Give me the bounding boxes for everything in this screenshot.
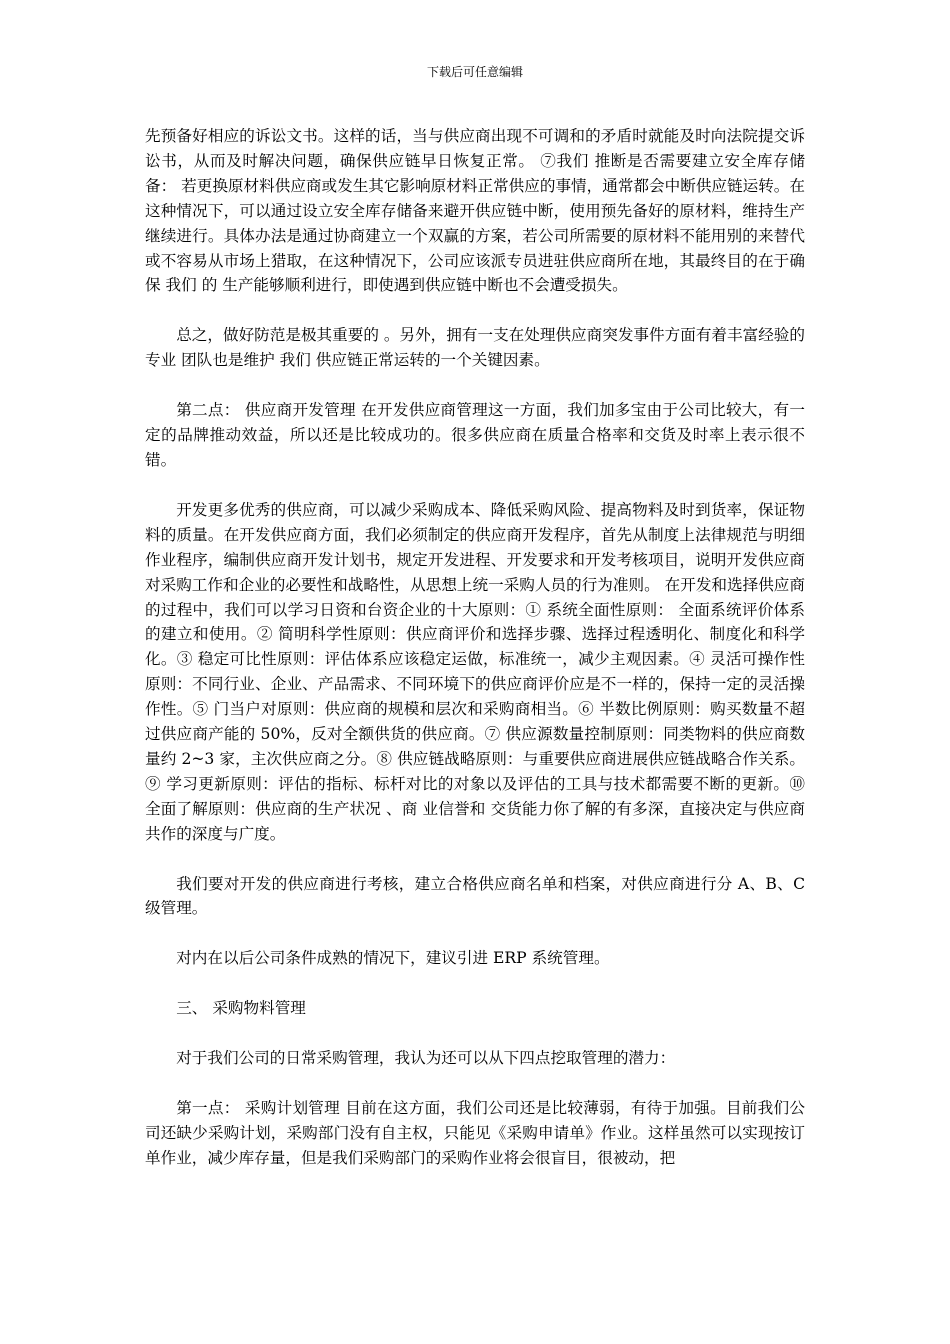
paragraph-3: 第二点： 供应商开发管理 在开发供应商管理这一方面，我们加多宝由于公司比较大，有一定的品牌推动效益，所以还是比较成功的。很多供应商在质量合格率和交货及时率上表示很不错。 bbox=[145, 401, 805, 469]
document-body bbox=[145, 124, 805, 1171]
paragraph-7: 对于我们公司的日常采购管理，我认为还可以从下四点挖取管理的潜力： bbox=[176, 1049, 676, 1068]
paragraph-6: 对内在以后公司条件成熟的情况下，建议引进 ERP 系统管理。 bbox=[176, 949, 610, 968]
paragraph-8: 第一点： 采购计划管理 目前在这方面，我们公司还是比较薄弱，有待于加强。目前我们公司还缺少采购计划，采购部门没有自主权，只能见《采购申请单》作业。这样虽然可以实现按订单作业，减少库存量，但是我们采购部门的采购作业将会很盲目，很被动，把 bbox=[145, 1099, 805, 1167]
page-header: 下载后可任意编辑 bbox=[426, 65, 523, 79]
paragraph-1: 先预备好相应的诉讼文书。这样的话，当与供应商出现不可调和的矛盾时就能及时向法院提交诉讼书，从而及时解决问题，确保供应链早日恢复正常。 ⑦我们 推断是否需要建立安全库存储备： 若更换原材料供应商或发生其它影响原材料正常供应的事情，通常都会中断供应链运转。在这种情况下，可以通过设立安全库存储备来避开供应链中断，使用预先备好的原材料，维持生产继续进行。具体办法是通过协商建立一个双赢的方案，若公司所需要的原材料不能用别的来替代或不容易从市场上猎取，在这种情况下，公司应该派专员进驻供应商所在地，其最终目的在于确保 我们 的 生产能够顺利进行，即使遇到供应链中断也不会遭受损失。 bbox=[145, 127, 805, 295]
paragraph-2: 总之，做好防范是极其重要的 。另外，拥有一支在处理供应商突发事件方面有着丰富经验的 专业 团队也是维护 我们 供应链正常运转的一个关键因素。 bbox=[145, 326, 805, 370]
paragraph-5: 我们要对开发的供应商进行考核，建立合格供应商名单和档案，对供应商进行分 A、B、C 级管理。 bbox=[145, 874, 805, 918]
section-heading: 三、 采购物料管理 bbox=[176, 999, 306, 1018]
paragraph-4: 开发更多优秀的供应商，可以减少采购成本、降低采购风险、提高物料及时到货率，保证物料的质量。在开发供应商方面，我们必须制定的供应商开发程序，首先从制度上法律规范与明细作业程序，编制供应商开发计划书，规定开发进程、开发要求和开发考核项目，说明开发供应商对采购工作和企业的必要性和战略性，从思想上统一采购人员的行为准则。 在开发和选择供应商的过程中，我们可以学习日资和台资企业的十大原则：① 系统全面性原则： 全面系统评价体系的建立和使用。② 简明科学性原则：供应商评价和选择步骤、选择过程透明化、制度化和科学化。③ 稳定可比性原则：评估体系应该稳定运做，标准统一，减少主观因素。④ 灵活可操作性原则：不同行业、企业、产品需求、不同环境下的供应商评价应是不一样的，保持一定的灵活操作性。⑤ 门当户对原则：供应商的规模和层次和采购商相当。⑥ 半数比例原则：购买数量不超过供应商产能的 50%，反对全额供货的供应商。⑦ 供应源数量控制原则：同类物料的供应商数量约 2~3 家，主次供应商之分。⑧ 供应链战略原则：与重要供应商进展供应链战略合作关系。⑨ 学习更新原则：评估的指标、标杆对比的对象以及评估的工具与技术都需要不断的更新。⑩ 全面了解原则：供应商的生产状况 、商 业信誉和 交货能力你了解的有多深，直接决定与供应商共作的深度与广度。 bbox=[145, 500, 805, 843]
